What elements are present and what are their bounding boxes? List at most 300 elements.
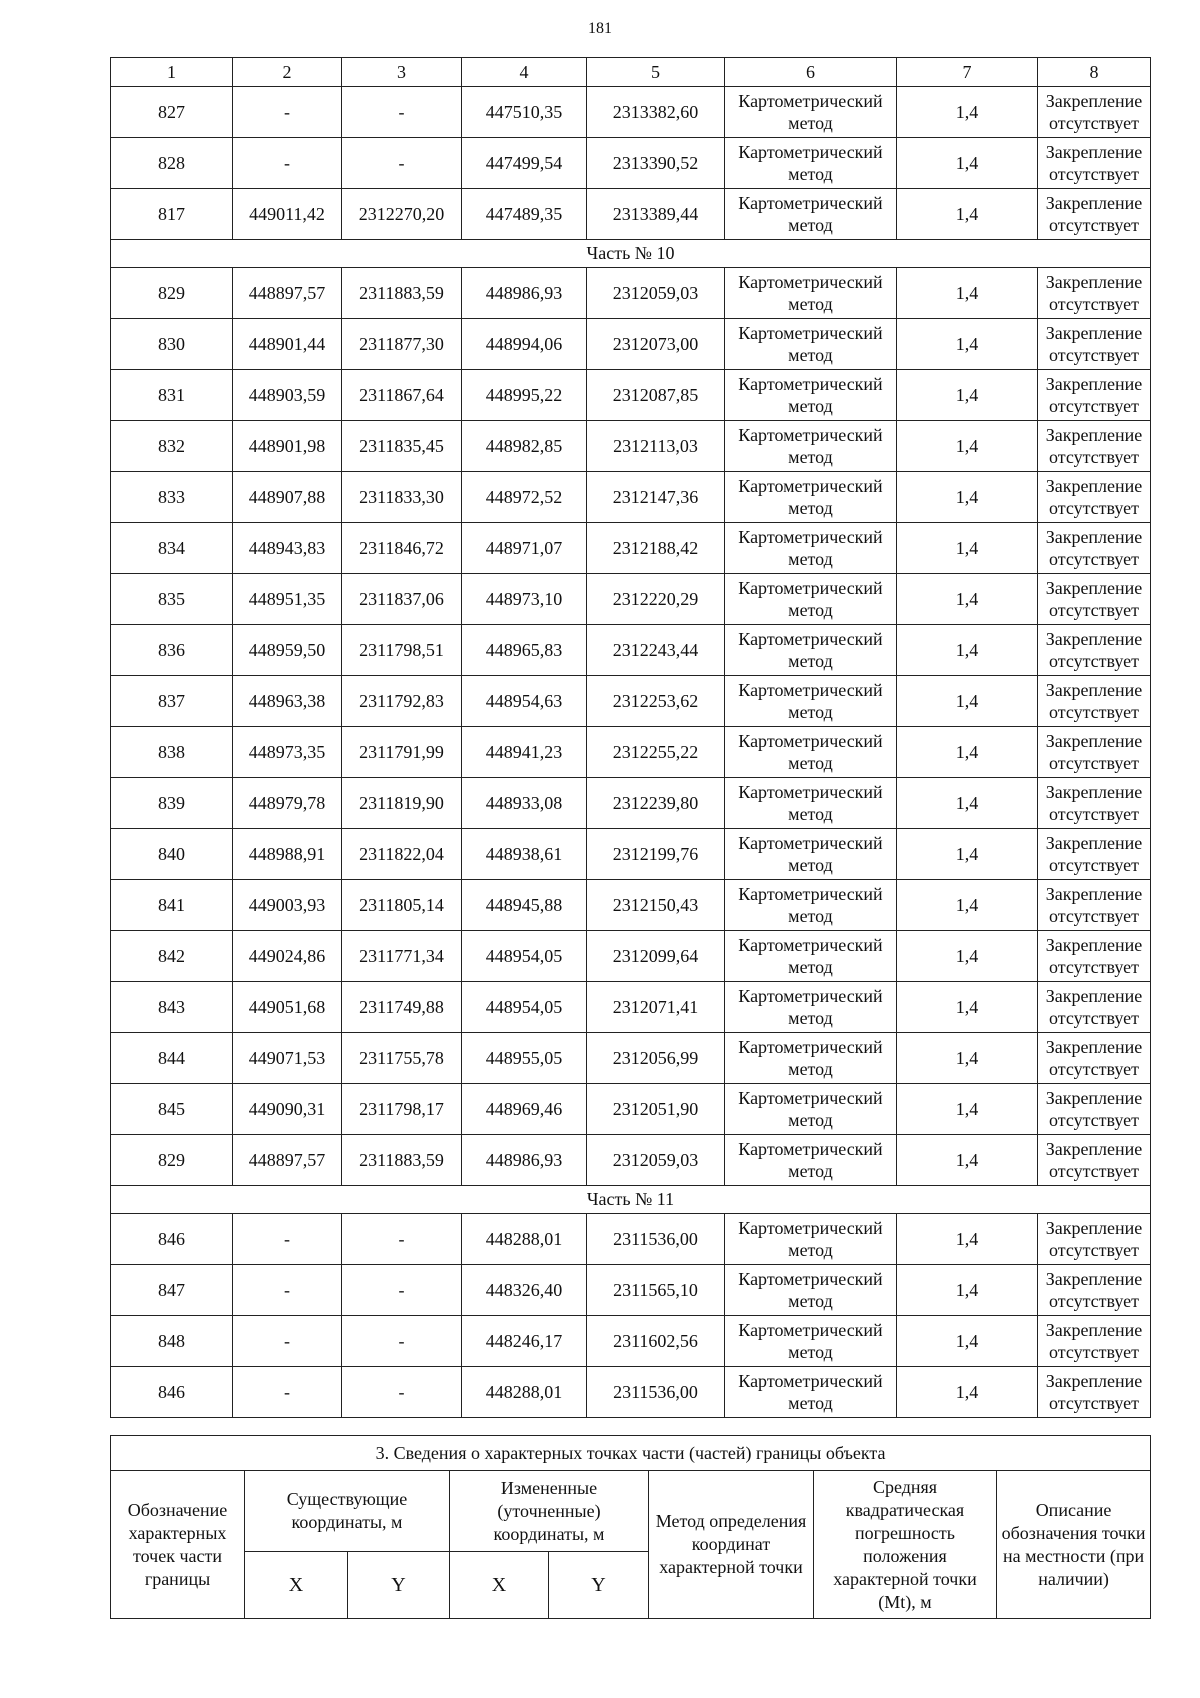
table-row — [111, 1084, 1151, 1135]
changed-y: 2312220,29 — [587, 574, 725, 625]
fixation-line2: отсутствует — [1048, 957, 1140, 977]
existing-y: 2311819,90 — [342, 778, 462, 829]
mean-error: 1,4 — [897, 778, 1038, 829]
method-line1: Картометрический — [738, 272, 883, 292]
mean-error: 1,4 — [897, 1367, 1038, 1418]
method-line1: Картометрический — [738, 425, 883, 445]
existing-x: 448907,88 — [233, 472, 342, 523]
point-id: 831 — [111, 370, 233, 421]
changed-x: 448288,01 — [462, 1214, 587, 1265]
fixation-line1: Закрепление — [1045, 578, 1143, 598]
fixation-line1: Закрепление — [1045, 782, 1143, 802]
changed-x: 448971,07 — [462, 523, 587, 574]
changed-x: 448973,10 — [462, 574, 587, 625]
table-row — [111, 1135, 1151, 1186]
fixation-cell — [1038, 625, 1151, 676]
fixation-line1: Закрепление — [1045, 425, 1143, 445]
fixation-line1: Закрепление — [1045, 142, 1143, 162]
changed-y: 2311536,00 — [587, 1367, 725, 1418]
mean-error: 1,4 — [897, 1214, 1038, 1265]
mean-error: 1,4 — [897, 370, 1038, 421]
mean-error: 1,4 — [897, 880, 1038, 931]
table-row — [111, 982, 1151, 1033]
method-line1: Картометрический — [738, 91, 883, 111]
changed-x: 448969,46 — [462, 1084, 587, 1135]
point-id: 828 — [111, 138, 233, 189]
method-line1: Картометрический — [738, 629, 883, 649]
point-id: 842 — [111, 931, 233, 982]
method-line2: метод — [788, 1161, 833, 1181]
point-id: 840 — [111, 829, 233, 880]
fixation-line1: Закрепление — [1045, 374, 1143, 394]
changed-x: 448986,93 — [462, 1135, 587, 1186]
column-number: 6 — [725, 58, 897, 87]
fixation-line1: Закрепление — [1045, 91, 1143, 111]
method-cell — [725, 880, 897, 931]
method-line1: Картометрический — [738, 1088, 883, 1108]
table-row — [111, 676, 1151, 727]
method-line2: метод — [788, 294, 833, 314]
existing-x: - — [233, 1265, 342, 1316]
method-cell — [725, 189, 897, 240]
method-line2: метод — [788, 396, 833, 416]
existing-x: 449090,31 — [233, 1084, 342, 1135]
method-line1: Картометрический — [738, 142, 883, 162]
point-id: 836 — [111, 625, 233, 676]
changed-x: 448972,52 — [462, 472, 587, 523]
fixation-line1: Закрепление — [1045, 193, 1143, 213]
point-id: 846 — [111, 1367, 233, 1418]
existing-x: 448959,50 — [233, 625, 342, 676]
mean-error: 1,4 — [897, 574, 1038, 625]
method-cell — [725, 1033, 897, 1084]
column-number: 5 — [587, 58, 725, 87]
fixation-cell — [1038, 1265, 1151, 1316]
changed-y: 2312073,00 — [587, 319, 725, 370]
fixation-line1: Закрепление — [1045, 833, 1143, 853]
fixation-line2: отсутствует — [1048, 804, 1140, 824]
mean-error: 1,4 — [897, 421, 1038, 472]
fixation-line1: Закрепление — [1045, 986, 1143, 1006]
mean-error: 1,4 — [897, 1265, 1038, 1316]
method-line2: метод — [788, 1008, 833, 1028]
method-cell — [725, 982, 897, 1033]
method-line2: метод — [788, 1240, 833, 1260]
header-mean-error: Средняя квадратическая погрешность положения характерной точки (Mt), м — [814, 1471, 997, 1619]
table-row — [111, 268, 1151, 319]
method-line2: метод — [788, 906, 833, 926]
point-id: 829 — [111, 1135, 233, 1186]
fixation-line2: отсутствует — [1048, 1291, 1140, 1311]
changed-y: 2311602,56 — [587, 1316, 725, 1367]
changed-x: 448288,01 — [462, 1367, 587, 1418]
existing-y: 2311837,06 — [342, 574, 462, 625]
method-line1: Картометрический — [738, 833, 883, 853]
existing-x: - — [233, 138, 342, 189]
method-cell — [725, 574, 897, 625]
table-row — [111, 1367, 1151, 1418]
fixation-cell — [1038, 370, 1151, 421]
method-line2: метод — [788, 1059, 833, 1079]
fixation-cell — [1038, 268, 1151, 319]
fixation-line2: отсутствует — [1048, 1008, 1140, 1028]
existing-y: 2311822,04 — [342, 829, 462, 880]
fixation-line2: отсутствует — [1048, 396, 1140, 416]
header-method: Метод определения координат характерной точки — [649, 1471, 814, 1619]
section3-header-table — [110, 1435, 1151, 1619]
method-cell — [725, 727, 897, 778]
existing-y: 2311798,51 — [342, 625, 462, 676]
table-row — [111, 138, 1151, 189]
existing-x: 449011,42 — [233, 189, 342, 240]
changed-y: 2311565,10 — [587, 1265, 725, 1316]
table-row — [111, 87, 1151, 138]
existing-y: 2311755,78 — [342, 1033, 462, 1084]
changed-y: 2312147,36 — [587, 472, 725, 523]
column-number: 2 — [233, 58, 342, 87]
existing-y: 2311877,30 — [342, 319, 462, 370]
mean-error: 1,4 — [897, 87, 1038, 138]
existing-y: - — [342, 87, 462, 138]
fixation-line1: Закрепление — [1045, 1320, 1143, 1340]
table-row — [111, 1316, 1151, 1367]
changed-x: 448938,61 — [462, 829, 587, 880]
table-row — [111, 421, 1151, 472]
fixation-line2: отсутствует — [1048, 1110, 1140, 1130]
fixation-cell — [1038, 1033, 1151, 1084]
fixation-cell — [1038, 778, 1151, 829]
existing-x: 449071,53 — [233, 1033, 342, 1084]
existing-x: 448979,78 — [233, 778, 342, 829]
existing-y: - — [342, 138, 462, 189]
changed-y: 2312255,22 — [587, 727, 725, 778]
method-cell — [725, 1367, 897, 1418]
point-id: 841 — [111, 880, 233, 931]
part-heading: Часть № 10 — [111, 240, 1151, 268]
existing-y: - — [342, 1367, 462, 1418]
existing-y: 2311805,14 — [342, 880, 462, 931]
changed-y: 2312059,03 — [587, 1135, 725, 1186]
existing-x: 448963,38 — [233, 676, 342, 727]
point-id: 817 — [111, 189, 233, 240]
method-cell — [725, 778, 897, 829]
existing-y: 2312270,20 — [342, 189, 462, 240]
method-cell — [725, 829, 897, 880]
existing-y: - — [342, 1265, 462, 1316]
mean-error: 1,4 — [897, 625, 1038, 676]
existing-x: 448951,35 — [233, 574, 342, 625]
fixation-line1: Закрепление — [1045, 1139, 1143, 1159]
method-line2: метод — [788, 113, 833, 133]
table-row — [111, 778, 1151, 829]
method-line2: метод — [788, 1110, 833, 1130]
method-cell — [725, 370, 897, 421]
fixation-cell — [1038, 1214, 1151, 1265]
changed-x: 448246,17 — [462, 1316, 587, 1367]
part-heading-row — [111, 1186, 1151, 1214]
column-number: 8 — [1038, 58, 1151, 87]
mean-error: 1,4 — [897, 138, 1038, 189]
page-number: 181 — [588, 20, 612, 37]
fixation-line2: отсутствует — [1048, 600, 1140, 620]
method-line1: Картометрический — [738, 935, 883, 955]
point-id: 839 — [111, 778, 233, 829]
method-line1: Картометрический — [738, 986, 883, 1006]
point-id: 833 — [111, 472, 233, 523]
existing-x: 448901,44 — [233, 319, 342, 370]
method-cell — [725, 138, 897, 189]
changed-x: 448954,63 — [462, 676, 587, 727]
existing-y: 2311867,64 — [342, 370, 462, 421]
point-id: 835 — [111, 574, 233, 625]
method-line1: Картометрический — [738, 782, 883, 802]
mean-error: 1,4 — [897, 982, 1038, 1033]
method-line2: метод — [788, 164, 833, 184]
changed-x: 447510,35 — [462, 87, 587, 138]
fixation-cell — [1038, 727, 1151, 778]
changed-x: 448945,88 — [462, 880, 587, 931]
changed-y: 2312099,64 — [587, 931, 725, 982]
changed-y: 2312150,43 — [587, 880, 725, 931]
table-row — [111, 1214, 1151, 1265]
header-existing-coordinates: Существующие координаты, м — [245, 1471, 450, 1552]
header-point-designation: Обозначение характерных точек части границы — [111, 1471, 245, 1619]
existing-x: - — [233, 1367, 342, 1418]
fixation-cell — [1038, 472, 1151, 523]
existing-x: 448943,83 — [233, 523, 342, 574]
mean-error: 1,4 — [897, 676, 1038, 727]
method-cell — [725, 1135, 897, 1186]
method-cell — [725, 87, 897, 138]
mean-error: 1,4 — [897, 1033, 1038, 1084]
fixation-cell — [1038, 574, 1151, 625]
fixation-line2: отсутствует — [1048, 651, 1140, 671]
changed-y: 2312253,62 — [587, 676, 725, 727]
existing-y: 2311749,88 — [342, 982, 462, 1033]
existing-y: - — [342, 1316, 462, 1367]
method-line2: метод — [788, 345, 833, 365]
changed-y: 2313389,44 — [587, 189, 725, 240]
header-existing-y: Y — [348, 1552, 450, 1619]
fixation-line1: Закрепление — [1045, 272, 1143, 292]
changed-x: 448994,06 — [462, 319, 587, 370]
existing-y: 2311846,72 — [342, 523, 462, 574]
column-number: 3 — [342, 58, 462, 87]
method-cell — [725, 1316, 897, 1367]
fixation-line1: Закрепление — [1045, 731, 1143, 751]
fixation-cell — [1038, 1084, 1151, 1135]
method-line2: метод — [788, 702, 833, 722]
changed-x: 448954,05 — [462, 982, 587, 1033]
method-line2: метод — [788, 753, 833, 773]
fixation-line2: отсутствует — [1048, 702, 1140, 722]
mean-error: 1,4 — [897, 472, 1038, 523]
changed-x: 448954,05 — [462, 931, 587, 982]
fixation-line1: Закрепление — [1045, 1037, 1143, 1057]
changed-y: 2312087,85 — [587, 370, 725, 421]
method-cell — [725, 1265, 897, 1316]
fixation-cell — [1038, 189, 1151, 240]
changed-x: 448933,08 — [462, 778, 587, 829]
mean-error: 1,4 — [897, 829, 1038, 880]
fixation-line2: отсутствует — [1048, 1059, 1140, 1079]
mean-error: 1,4 — [897, 931, 1038, 982]
existing-x: 449051,68 — [233, 982, 342, 1033]
table-row — [111, 727, 1151, 778]
method-line2: метод — [788, 498, 833, 518]
point-id: 847 — [111, 1265, 233, 1316]
mean-error: 1,4 — [897, 189, 1038, 240]
changed-x: 448955,05 — [462, 1033, 587, 1084]
method-line2: метод — [788, 804, 833, 824]
fixation-line1: Закрепление — [1045, 884, 1143, 904]
existing-y: 2311771,34 — [342, 931, 462, 982]
section3-title: 3. Сведения о характерных точках части (частей) границы объекта — [111, 1436, 1151, 1471]
fixation-cell — [1038, 931, 1151, 982]
method-cell — [725, 472, 897, 523]
mean-error: 1,4 — [897, 1084, 1038, 1135]
method-line1: Картометрический — [738, 1320, 883, 1340]
method-line1: Картометрический — [738, 884, 883, 904]
header-changed-x: X — [450, 1552, 549, 1619]
point-id: 834 — [111, 523, 233, 574]
fixation-cell — [1038, 319, 1151, 370]
fixation-cell — [1038, 676, 1151, 727]
part-heading: Часть № 11 — [111, 1186, 1151, 1214]
existing-y: - — [342, 1214, 462, 1265]
existing-x: 448988,91 — [233, 829, 342, 880]
method-line2: метод — [788, 600, 833, 620]
changed-x: 448982,85 — [462, 421, 587, 472]
fixation-line1: Закрепление — [1045, 935, 1143, 955]
existing-y: 2311792,83 — [342, 676, 462, 727]
fixation-line1: Закрепление — [1045, 1371, 1143, 1391]
table-row — [111, 625, 1151, 676]
changed-y: 2312188,42 — [587, 523, 725, 574]
point-id: 827 — [111, 87, 233, 138]
fixation-cell — [1038, 138, 1151, 189]
existing-y: 2311883,59 — [342, 1135, 462, 1186]
fixation-line2: отсутствует — [1048, 447, 1140, 467]
method-line2: метод — [788, 1291, 833, 1311]
changed-y: 2312243,44 — [587, 625, 725, 676]
fixation-cell — [1038, 421, 1151, 472]
method-line1: Картометрический — [738, 680, 883, 700]
method-line2: метод — [788, 215, 833, 235]
method-cell — [725, 1214, 897, 1265]
changed-x: 447499,54 — [462, 138, 587, 189]
method-line1: Картометрический — [738, 578, 883, 598]
fixation-line2: отсутствует — [1048, 164, 1140, 184]
header-existing-x: X — [245, 1552, 348, 1619]
point-id: 830 — [111, 319, 233, 370]
changed-y: 2312051,90 — [587, 1084, 725, 1135]
method-cell — [725, 1084, 897, 1135]
fixation-line1: Закрепление — [1045, 680, 1143, 700]
method-line2: метод — [788, 651, 833, 671]
method-cell — [725, 319, 897, 370]
fixation-line2: отсутствует — [1048, 1342, 1140, 1362]
table-row — [111, 880, 1151, 931]
method-line1: Картометрический — [738, 374, 883, 394]
method-line1: Картометрический — [738, 323, 883, 343]
column-number: 7 — [897, 58, 1038, 87]
method-line2: метод — [788, 447, 833, 467]
method-line1: Картометрический — [738, 1269, 883, 1289]
method-line2: метод — [788, 1393, 833, 1413]
method-cell — [725, 625, 897, 676]
method-cell — [725, 268, 897, 319]
changed-x: 447489,35 — [462, 189, 587, 240]
existing-y: 2311791,99 — [342, 727, 462, 778]
method-cell — [725, 421, 897, 472]
changed-y: 2312059,03 — [587, 268, 725, 319]
changed-y: 2312239,80 — [587, 778, 725, 829]
changed-x: 448965,83 — [462, 625, 587, 676]
changed-y: 2312199,76 — [587, 829, 725, 880]
table-row — [111, 1033, 1151, 1084]
method-line1: Картометрический — [738, 193, 883, 213]
point-id: 846 — [111, 1214, 233, 1265]
fixation-line2: отсутствует — [1048, 294, 1140, 314]
fixation-line2: отсутствует — [1048, 549, 1140, 569]
header-changed-y: Y — [549, 1552, 649, 1619]
header-changed-coordinates: Измененные (уточненные) координаты, м — [450, 1471, 649, 1552]
existing-y: 2311798,17 — [342, 1084, 462, 1135]
fixation-line2: отсутствует — [1048, 498, 1140, 518]
fixation-line1: Закрепление — [1045, 1218, 1143, 1238]
fixation-line2: отсутствует — [1048, 753, 1140, 773]
mean-error: 1,4 — [897, 1316, 1038, 1367]
mean-error: 1,4 — [897, 727, 1038, 778]
fixation-line2: отсутствует — [1048, 855, 1140, 875]
table-row — [111, 1265, 1151, 1316]
fixation-cell — [1038, 982, 1151, 1033]
changed-y: 2312056,99 — [587, 1033, 725, 1084]
point-id: 829 — [111, 268, 233, 319]
existing-x: 449024,86 — [233, 931, 342, 982]
changed-x: 448995,22 — [462, 370, 587, 421]
method-line2: метод — [788, 549, 833, 569]
changed-y: 2311536,00 — [587, 1214, 725, 1265]
existing-x: - — [233, 1316, 342, 1367]
method-cell — [725, 676, 897, 727]
existing-x: 449003,93 — [233, 880, 342, 931]
method-cell — [725, 931, 897, 982]
part-heading-row — [111, 240, 1151, 268]
fixation-line2: отсутствует — [1048, 1240, 1140, 1260]
fixation-line1: Закрепление — [1045, 629, 1143, 649]
column-number-row — [111, 58, 1151, 87]
fixation-line2: отсутствует — [1048, 906, 1140, 926]
existing-x: 448897,57 — [233, 1135, 342, 1186]
changed-y: 2313382,60 — [587, 87, 725, 138]
existing-y: 2311833,30 — [342, 472, 462, 523]
method-line2: метод — [788, 957, 833, 977]
point-id: 845 — [111, 1084, 233, 1135]
table-row — [111, 319, 1151, 370]
existing-x: - — [233, 87, 342, 138]
fixation-line2: отсутствует — [1048, 215, 1140, 235]
table-row — [111, 523, 1151, 574]
changed-x: 448326,40 — [462, 1265, 587, 1316]
changed-x: 448941,23 — [462, 727, 587, 778]
method-line1: Картометрический — [738, 1371, 883, 1391]
table-row — [111, 472, 1151, 523]
fixation-line2: отсутствует — [1048, 113, 1140, 133]
changed-y: 2312113,03 — [587, 421, 725, 472]
method-line2: метод — [788, 1342, 833, 1362]
